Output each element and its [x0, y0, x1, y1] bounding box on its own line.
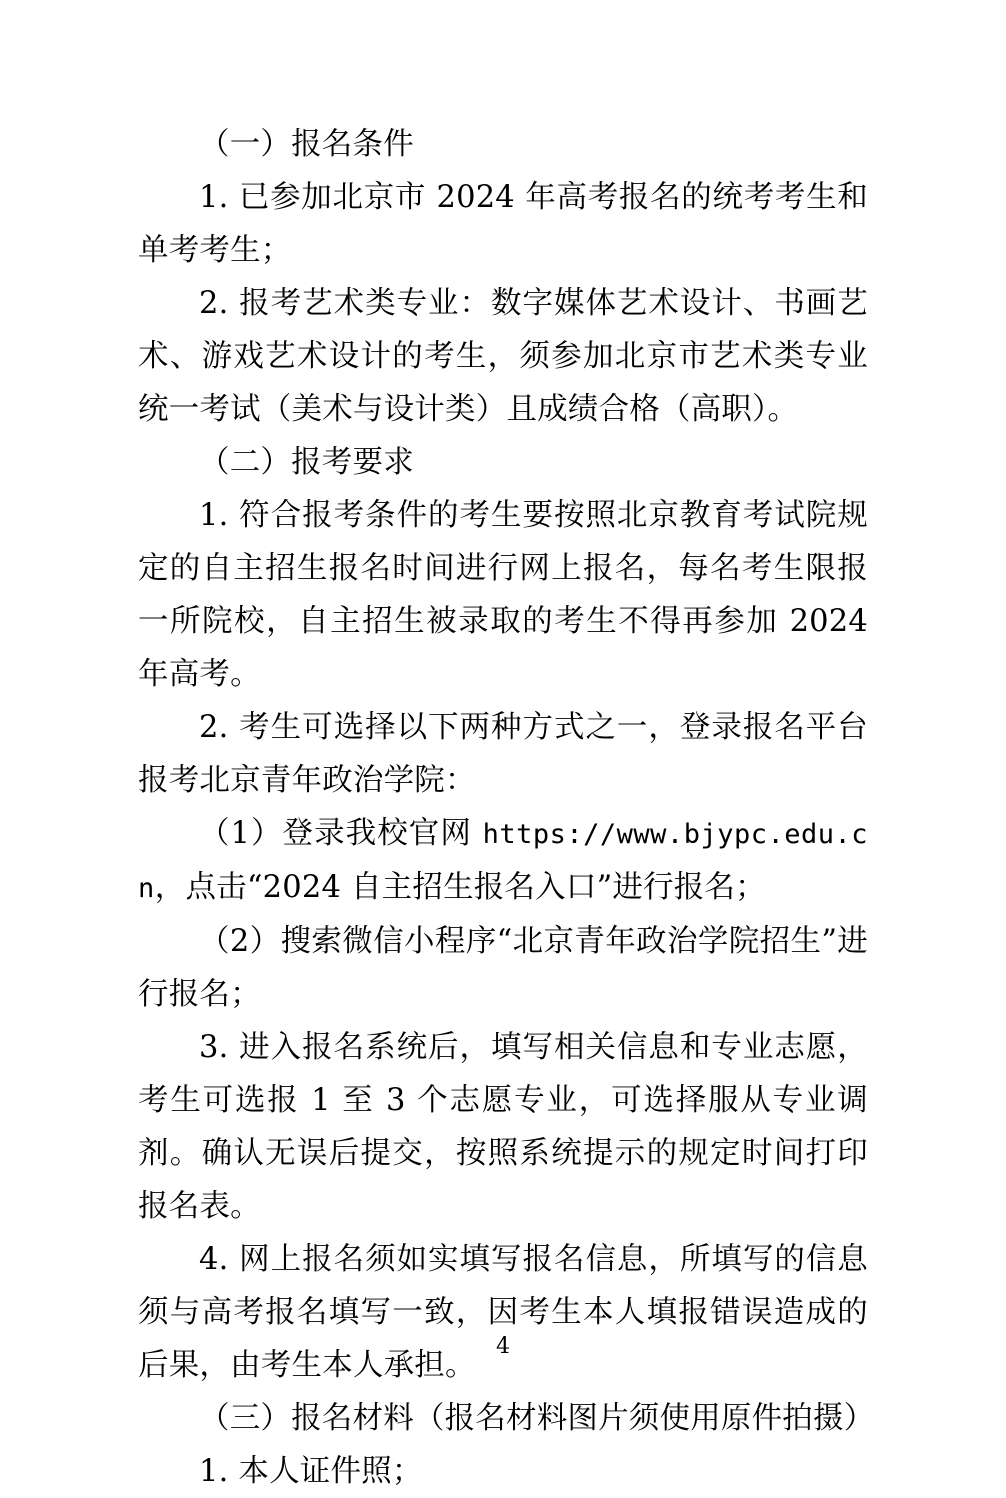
paragraph-section-2-heading: （二）报考要求 — [199, 445, 414, 480]
paragraph-section-3-heading: （三）报名材料（报名材料图片须使用原件拍摄） — [199, 1401, 875, 1436]
page-number: 4 — [496, 1334, 510, 1359]
paragraph-requirement-2-option-1 — [138, 807, 868, 915]
paragraph-requirement-4: 4. 网上报名须如实填写报名信息，所填写的信息须与高考报名填写一致，因考生本人填报错误造成的后果，由考生本人承担。 — [138, 1242, 868, 1383]
paragraph-condition-1: 1. 已参加北京市 2024 年高考报名的统考考生和单考考生； — [138, 180, 868, 268]
paragraph-requirement-2: 2. 考生可选择以下两种方式之一，登录报名平台报考北京青年政治学院： — [138, 710, 868, 798]
paragraph-material-1: 1. 本人证件照； — [199, 1454, 423, 1489]
option-1-suffix: ，点击“2024 自主招生报名入口”进行报名； — [154, 870, 766, 905]
document-body — [138, 118, 875, 1498]
paragraph-requirement-3: 3. 进入报名系统后，填写相关信息和专业志愿，考生可选报 1 至 3 个志愿专业，可选择服从专业调剂。确认无误后提交，按照系统提示的规定时间打印报名表。 — [138, 1030, 868, 1224]
paragraph-requirement-2-option-2: （2）搜索微信小程序“北京青年政治学院招生”进行报名； — [138, 924, 868, 1012]
school-website-url: https://www.bjypc.edu.cn — [138, 819, 868, 904]
paragraph-condition-2: 2. 报考艺术类专业：数字媒体艺术设计、书画艺术、游戏艺术设计的考生，须参加北京市艺术类专业统一考试（美术与设计类）且成绩合格（高职）。 — [138, 286, 868, 427]
paragraph-requirement-1: 1. 符合报考条件的考生要按照北京教育考试院规定的自主招生报名时间进行网上报名，每名考生限报一所院校，自主招生被录取的考生不得再参加 2024 年高考。 — [138, 498, 868, 692]
option-1-prefix: （1）登录我校官网 — [199, 816, 483, 851]
paragraph-section-1-heading: （一）报名条件 — [199, 127, 414, 162]
